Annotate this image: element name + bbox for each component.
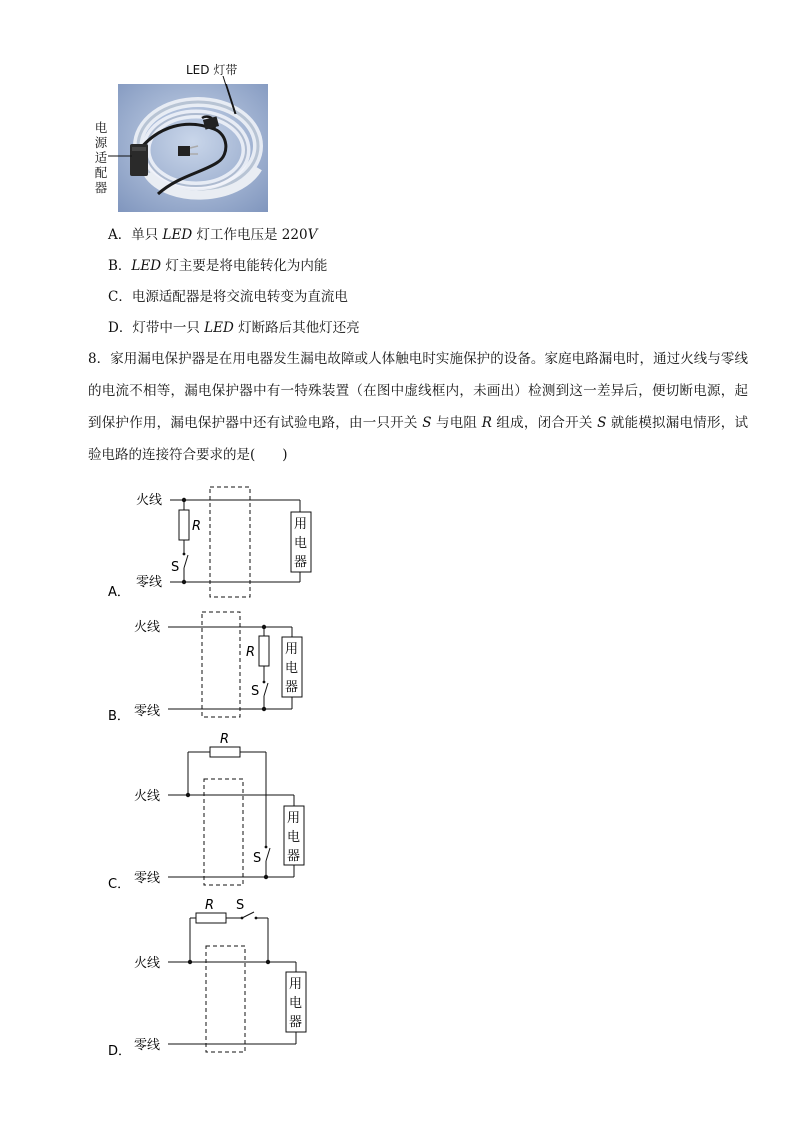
appliance-char: 电	[285, 661, 299, 676]
appliance-char: 用	[294, 517, 308, 532]
neutral-wire-label: 零线	[136, 575, 163, 590]
switch-label: S	[171, 560, 180, 575]
resistor-label: R	[205, 898, 215, 913]
circuit-d	[100, 895, 340, 1060]
adapter-label: 电源适配器	[94, 120, 108, 195]
q8-stem: 8．家用漏电保护器是在用电器发生漏电故障或人体触电时实施保护的设备。家庭电路漏电时，通过火线与零线的电流不相等，漏电保护器中有一特殊装置（在图中虚线框内，未画出）检测到这一差异后，便切断电源，起到保护作用，漏电保护器中还有试验电路，由一只开关 S 与电阻 R 组成，闭合开关 S 就能模拟漏电情形，试验电路的连接符合要求的是( )	[88, 351, 748, 463]
neutral-wire-label: 零线	[134, 704, 161, 719]
adapter-pointer	[108, 150, 138, 162]
option-letter-d: D．	[108, 1044, 132, 1059]
option-letter-c: C．	[108, 877, 131, 890]
led-strip-label: LED 灯带	[186, 63, 238, 77]
appliance-char: 电	[287, 830, 301, 845]
resistor-label: R	[192, 519, 202, 534]
option-letter-b: B．	[108, 709, 130, 724]
q7-option-a: A．单只 LED 灯工作电压是 220V	[108, 227, 318, 243]
led-strip-photo	[118, 84, 268, 212]
resistor-label: R	[220, 732, 230, 747]
q7-option-c: C．电源适配器是将交流电转变为直流电	[108, 289, 348, 305]
circuit-b	[100, 605, 340, 730]
q7-option-b: B．LED 灯主要是将电能转化为内能	[108, 258, 328, 274]
option-letter-a: A．	[108, 585, 130, 600]
appliance-char: 电	[294, 536, 308, 551]
circuit-a	[100, 480, 340, 605]
appliance-char: 电	[289, 996, 303, 1011]
switch-label: S	[253, 851, 262, 866]
appliance-char: 器	[285, 680, 299, 695]
appliance-char: 器	[294, 555, 308, 570]
appliance-char: 用	[289, 977, 303, 992]
appliance-char: 用	[287, 811, 301, 826]
neutral-wire-label: 零线	[134, 871, 161, 886]
switch-label: S	[236, 898, 245, 913]
q7-option-d: D．灯带中一只 LED 灯断路后其他灯还亮	[108, 320, 360, 336]
led-strip-pointer	[215, 76, 245, 116]
switch-label: S	[251, 684, 260, 699]
appliance-char: 器	[289, 1015, 303, 1030]
live-wire-label: 火线	[134, 789, 161, 804]
live-wire-label: 火线	[134, 620, 161, 635]
neutral-wire-label: 零线	[134, 1038, 161, 1053]
circuit-c	[100, 730, 340, 890]
live-wire-label: 火线	[136, 493, 163, 508]
resistor-label: R	[246, 645, 256, 660]
appliance-char: 器	[287, 849, 301, 864]
appliance-char: 用	[285, 642, 299, 657]
live-wire-label: 火线	[134, 956, 161, 971]
